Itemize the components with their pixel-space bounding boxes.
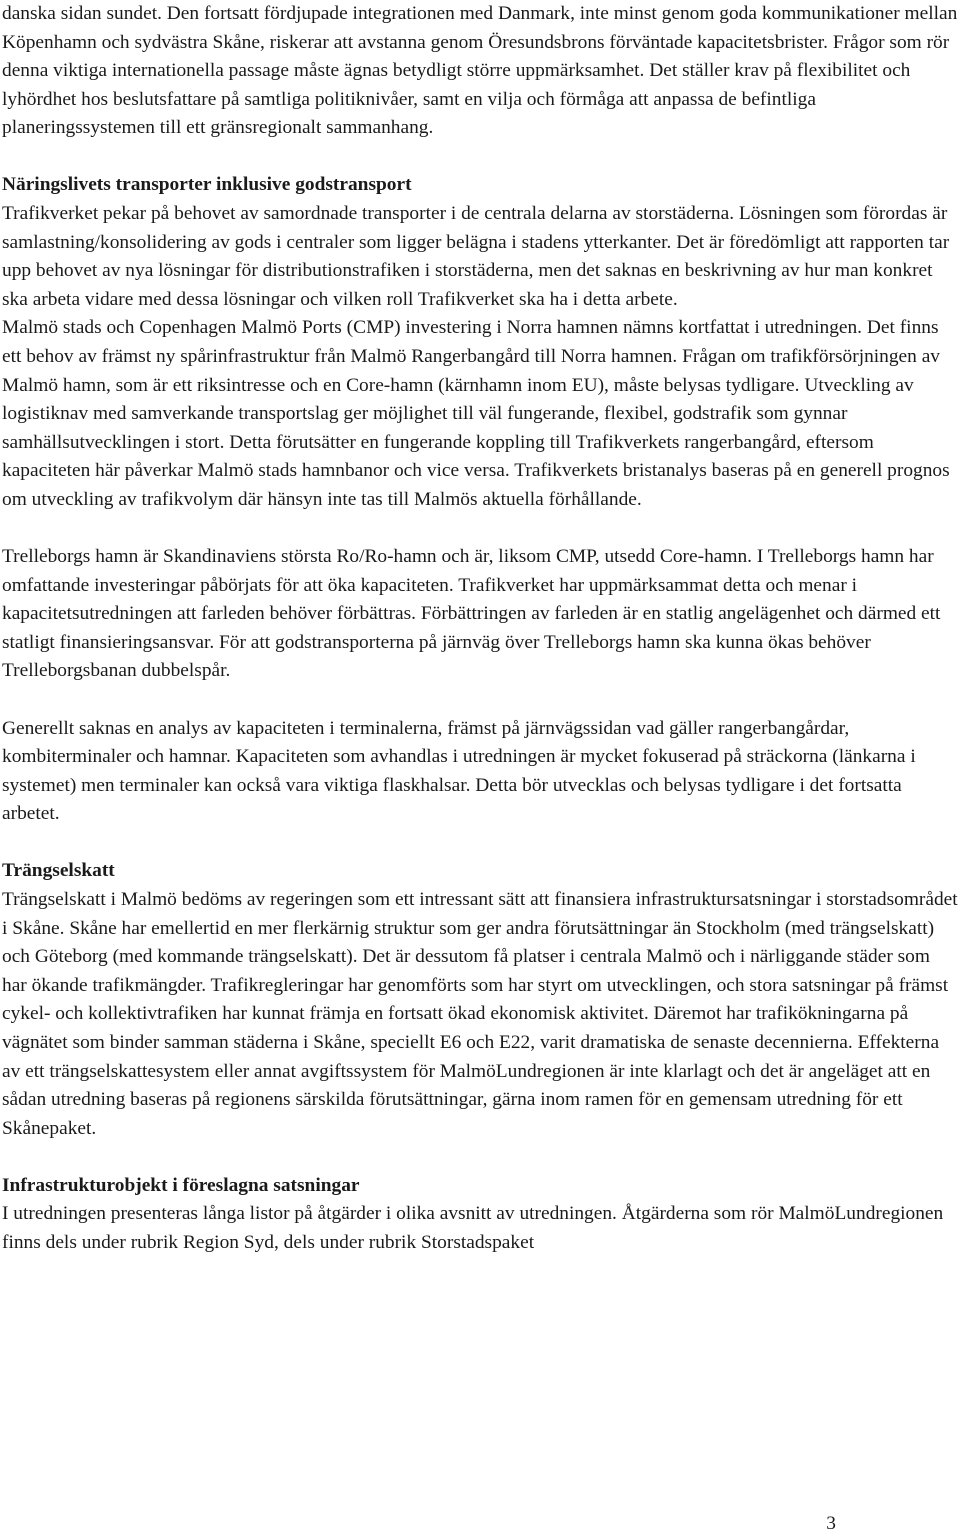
paragraph-congestion-tax: Trängselskatt i Malmö bedöms av regeringen som ett intressant sätt att finansiera infrastruktursatsningar i storstadsområdet i Skåne. Skåne har emellertid en mer flerkärnig struktur som ger andra förutsättningar än Stockholm (med trängselskatt) och Göteborg (med kommande trängselskatt). Det är dessutom få platser i centrala Malmö och i närliggande städer som har ökande trafikmängder. Trafikregleringar har genomförts som har styrt om utvecklingen, och stora satsningar på främst cykel- och kollektivtrafiken har kunnat främja en fortsatt ökad ekonomisk aktivitet. Däremot har trafikökningarna på vägnätet som binder samman städerna i Skåne, speciellt E6 och E22, varit dramatiska de senaste decennierna. Effekterna av ett trängselskattesystem eller annat avgiftssystem för MalmöLundregionen är inte klarlagt och det är angeläget att en sådan utredning baseras på regionens särskilda förutsättningar, gärna inom ramen för en gemensam utredning för ett Skånepaket. [2, 889, 958, 1139]
paragraph-malmo-ports: Malmö stads och Copenhagen Malmö Ports (CMP) investering i Norra hamnen nämns kortfattat i utredningen. Det finns ett behov av främst ny spårinfrastruktur från Malmö Rangerbangård till Norra hamnen. Frågan om trafikförsörjningen av Malmö hamn, som är ett riksintresse och en Core-hamn (kärnhamn inom EU), måste belysas tydligare. Utveckling av logistiknav med samverkande transportslag ger möjlighet till väl fungerande, flexibel, godstrafik som gynnar samhällsutvecklingen i stort. Detta förutsätter en fungerande koppling till Trafikverkets rangerbangård, eftersom kapaciteten här påverkar Malmö stads hamnbanor och vice versa. Trafikverkets bristanalys baseras på en generell prognos om utveckling av trafikvolym där hänsyn inte tas till Malmös aktuella förhållande. [2, 317, 950, 510]
section-heading-business-transport: Näringslivets transporter inklusive godstransport [2, 174, 412, 196]
paragraph-coordinated-transport: Trafikverket pekar på behovet av samordnade transporter i de centrala delarna av storstäderna. Lösningen som förordas är samlastning/konsolidering av gods i centraler som ligger belägna i stadens ytterkanter. Det är föredömligt att rapporten tar upp behovet av nya lösningar för distributionstrafiken i storstäderna, men det saknas en beskrivning av hur man konkret ska arbeta vidare med dessa lösningar och vilken roll Trafikverket ska ha i detta arbete. [2, 203, 950, 310]
paragraph-spacer [2, 515, 958, 544]
section-heading-infrastructure-objects: Infrastrukturobjekt i föreslagna satsningar [2, 1174, 360, 1196]
document-body [2, 0, 958, 1258]
section-heading-congestion-tax: Trängselskatt [2, 860, 115, 882]
paragraph-spacer [2, 686, 958, 715]
paragraph-infrastructure-objects: I utredningen presenteras långa listor på åtgärder i olika avsnitt av utredningen. Åtgärderna som rör MalmöLundregionen finns dels under rubrik Region Syd, dels under rubrik Storstadspaket [2, 1203, 944, 1254]
paragraph-oresund-integration: danska sidan sundet. Den fortsatt fördjupade integrationen med Danmark, inte minst genom goda kommunikationer mellan Köpenhamn och sydvästra Skåne, riskerar att avstanna genom Öresundsbrons förväntade kapacitetsbrister. Frågor som rör denna viktiga internationella passage måste ägnas betydligt större uppmärksamhet. Det ställer krav på flexibilitet och lyhördhet hos beslutsfattare på samtliga politiknivåer, samt en vilja och förmåga att anpassa de befintliga planeringssystemen till ett gränsregionalt sammanhang. [2, 3, 958, 139]
page-number: 3 [826, 1513, 836, 1534]
paragraph-spacer [2, 1143, 958, 1172]
paragraph-terminal-capacity: Generellt saknas en analys av kapaciteten i terminalerna, främst på järnvägssidan vad gäller rangerbangårdar, kombiterminaler och hamnar. Kapaciteten som avhandlas i utredningen är mycket fokuserad på sträckorna (länkarna i systemet) men terminaler kan också vara viktiga flaskhalsar. Detta bör utvecklas och belysas tydligare i det fortsatta arbetet. [2, 717, 916, 825]
paragraph-spacer [2, 829, 958, 858]
paragraph-spacer [2, 143, 958, 172]
paragraph-trelleborg-port: Trelleborgs hamn är Skandinaviens största Ro/Ro-hamn och är, liksom CMP, utsedd Core-hamn. I Trelleborgs hamn har omfattande investeringar påbörjats för att öka kapaciteten. Trafikverket har uppmärksammat detta och menar i kapacitetsutredningen att farleden behöver förbättras. Förbättringen av farleden är en statlig angelägenhet och därmed ett statligt finansieringsansvar. För att godstransporterna på järnväg över Trelleborgs hamn ska kunna ökas behöver Trelleborgsbanan dubbelspår. [2, 546, 941, 682]
